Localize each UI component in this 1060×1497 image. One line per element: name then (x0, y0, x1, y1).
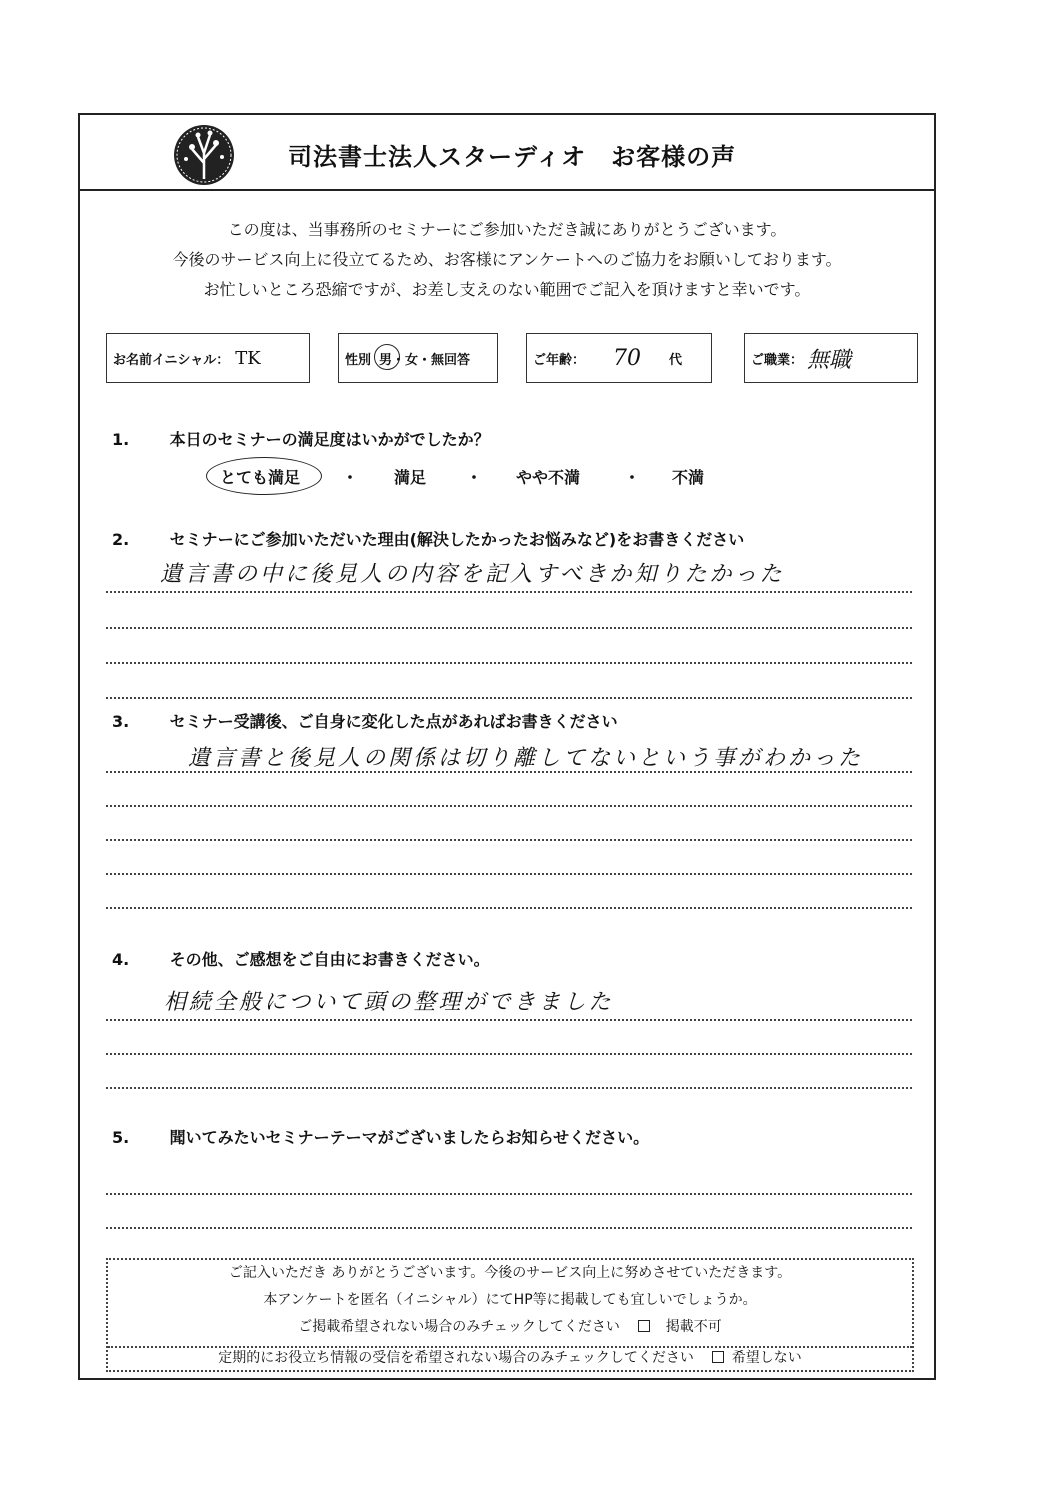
gender-other-options: ・女・無回答 (392, 352, 471, 368)
option-very-satisfied[interactable] (220, 465, 300, 488)
initial-value: TK (235, 347, 261, 369)
answer-line (106, 1019, 912, 1021)
tree-logo-icon (172, 123, 236, 187)
intro-line: お忙しいところ恐縮ですが、お差し支えのない範囲でご記入を頂けますと幸いです。 (203, 280, 811, 299)
question-number: 3. (112, 712, 130, 731)
question-number: 5. (112, 1128, 130, 1147)
answer-line (106, 627, 912, 629)
footer-text: 定期的にお役立ち情報の受信を希望されない場合のみチェックしてください (218, 1350, 694, 1366)
age-suffix: 代 (669, 352, 683, 368)
initial-field[interactable] (106, 333, 310, 383)
answer-2[interactable]: 遺言書の中に後見人の内容を記入すべきか知りたかった (160, 562, 785, 587)
question-number: 2. (112, 530, 130, 549)
answer-line (106, 662, 912, 664)
age-label: ご年齢： (533, 352, 586, 368)
footer-line (108, 1314, 912, 1341)
newsletter-checkbox[interactable] (712, 1350, 727, 1366)
footer-line (108, 1345, 912, 1372)
publish-checkbox[interactable] (638, 1319, 653, 1335)
gender-label: 性別 (345, 352, 372, 368)
separator-dot: ・ (466, 468, 483, 487)
answer-line (106, 805, 912, 807)
answer-line (106, 1053, 912, 1055)
option-slightly-dissatisfied[interactable]: やや不満 (516, 468, 581, 487)
job-label: ご職業： (751, 352, 804, 368)
question-text: 聞いてみたいセミナーテーマがございましたらお知らせください。 (169, 1128, 650, 1147)
option-satisfied[interactable]: 満足 (394, 468, 427, 487)
age-value: 70 (613, 345, 642, 371)
answer-line (106, 873, 912, 875)
page-title: 司法書士法人スターディオ お客様の声 (288, 143, 737, 171)
footer-divider (108, 1346, 912, 1348)
age-field[interactable] (526, 333, 712, 383)
option-label: とても満足 (220, 468, 301, 487)
question-text: 本日のセミナーの満足度はいかがでしたか？ (169, 430, 490, 449)
question-5 (112, 1125, 649, 1148)
answer-line (106, 591, 912, 593)
answer-line (106, 1193, 912, 1195)
answer-line (106, 771, 912, 773)
selection-circle (374, 344, 400, 370)
checkbox-icon (712, 1351, 724, 1363)
question-number: 1. (112, 430, 130, 449)
answer-line (106, 1227, 912, 1229)
answer-line (106, 1087, 912, 1089)
answer-line (106, 697, 912, 699)
footer-box (106, 1258, 914, 1372)
answer-4[interactable]: 相続全般について頭の整理ができました (164, 990, 614, 1015)
footer-line: ご記入いただき ありがとうございます。今後のサービス向上に努めさせていただきます。 (228, 1265, 792, 1281)
survey-sheet (78, 113, 936, 1380)
footer-line: 本アンケートを匿名（イニシャル）にてHP等に掲載しても宜しいでしょうか。 (263, 1292, 757, 1308)
question-1 (112, 427, 490, 450)
job-field[interactable] (744, 333, 918, 383)
intro-text (80, 215, 934, 305)
question-4 (112, 947, 490, 970)
question-text: その他、ご感想をご自由にお書きください。 (169, 950, 490, 969)
question-3 (112, 709, 618, 732)
question-text: セミナー受講後、ご自身に変化した点があればお書きください (169, 712, 618, 731)
answer-line (106, 839, 912, 841)
question-number: 4. (112, 950, 130, 969)
selection-circle (206, 457, 322, 495)
publish-checkbox-label: 掲載不可 (665, 1319, 722, 1335)
question-2 (112, 527, 744, 550)
intro-line: 今後のサービス向上に役立てるため、お客様にアンケートへのご協力をお願いしております。 (172, 250, 842, 269)
initial-label: お名前イニシャル： (113, 352, 230, 368)
separator-dot: ・ (624, 468, 641, 487)
question-text: セミナーにご参加いただいた理由(解決したかったお悩みなど)をお書きください (169, 530, 745, 549)
answer-line (106, 907, 912, 909)
footer-text: ご掲載希望されない場合のみチェックしてください (298, 1319, 620, 1335)
gender-field[interactable] (338, 333, 498, 383)
option-dissatisfied[interactable]: 不満 (672, 468, 705, 487)
separator-dot: ・ (342, 468, 359, 487)
gender-male-option[interactable] (379, 349, 392, 368)
job-value: 無職 (807, 347, 852, 373)
header (80, 115, 934, 191)
answer-3[interactable]: 遺言書と後見人の関係は切り離してないという事がわかった (188, 746, 864, 771)
newsletter-checkbox-label: 希望しない (731, 1350, 802, 1366)
intro-line: この度は、当事務所のセミナーにご参加いただき誠にありがとうございます。 (227, 220, 787, 239)
gender-male-label: 男 (379, 352, 393, 368)
checkbox-icon (638, 1320, 650, 1332)
